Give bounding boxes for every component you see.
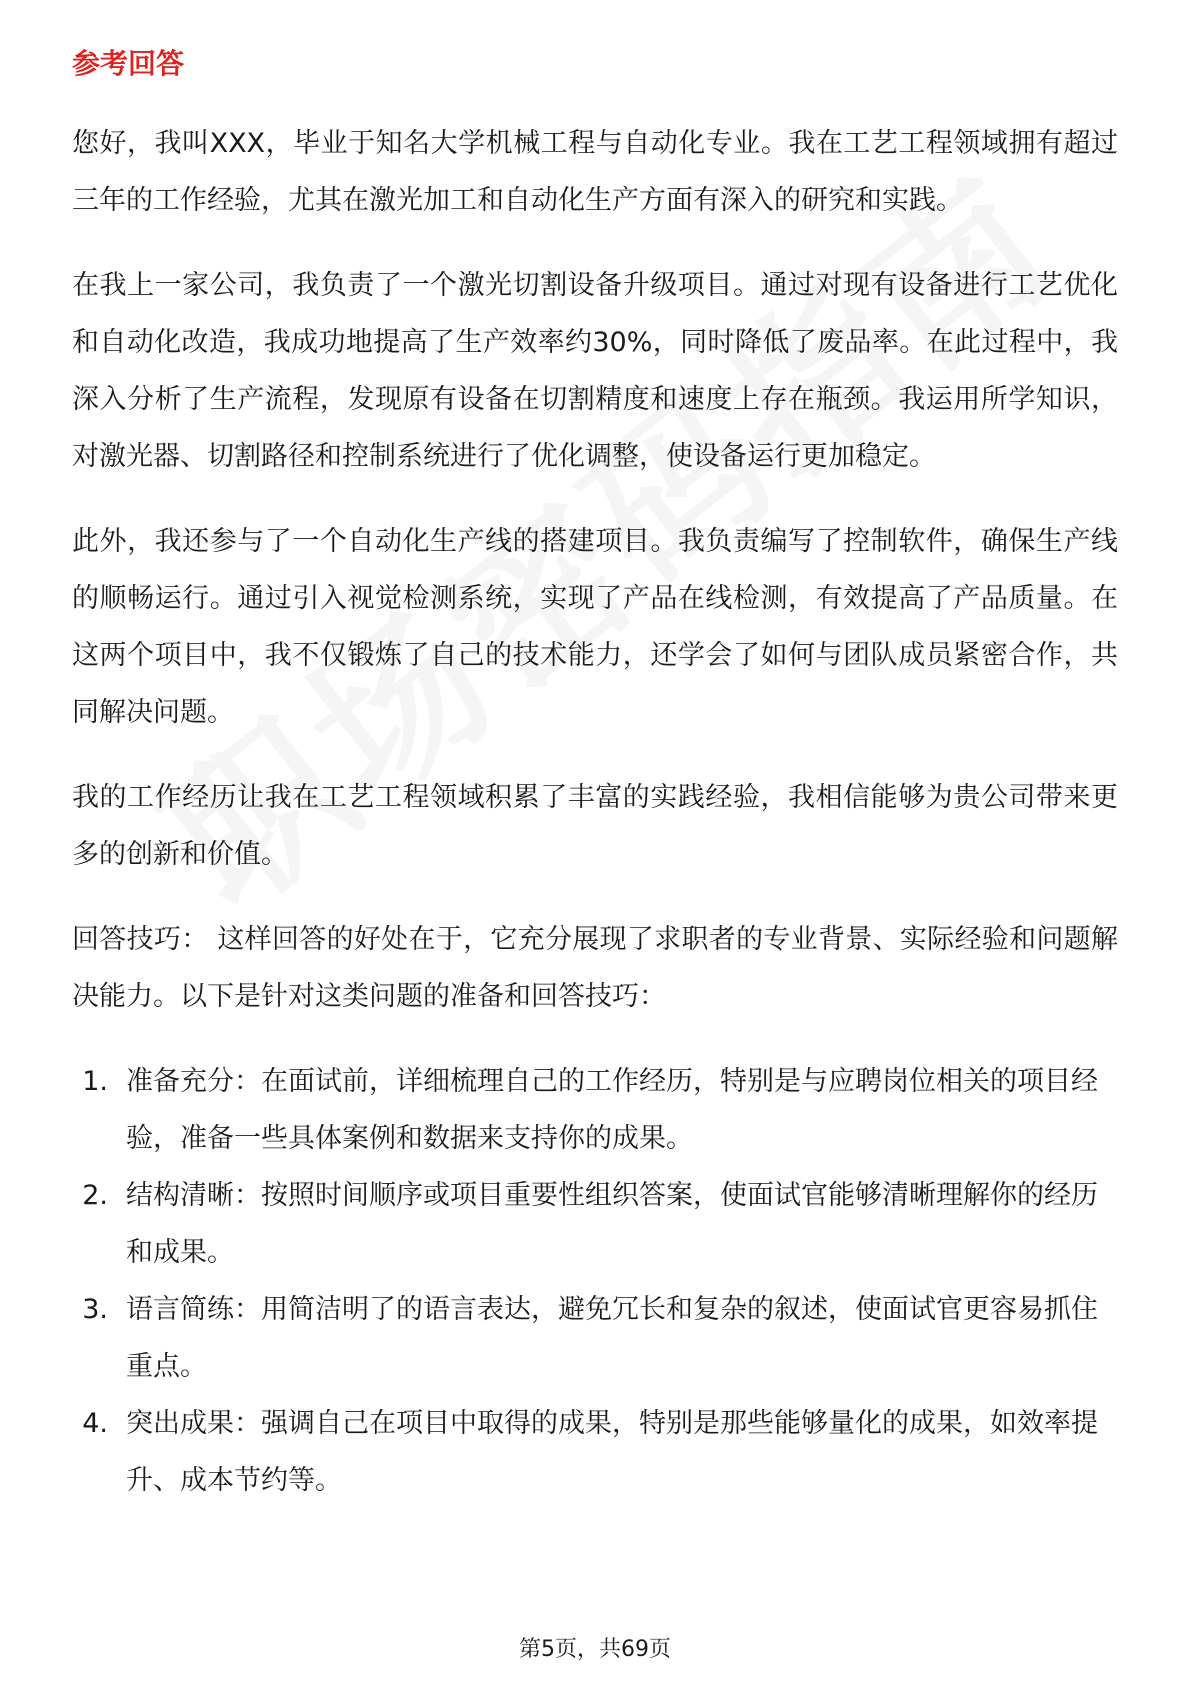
paragraph-answer-tips: 回答技巧： 这样回答的好处在于，它充分展现了求职者的专业背景、实际经验和问题解决能力。以下是针对这类问题的准备和回答技巧： <box>72 924 1118 1013</box>
page-footer: 第5页，共69页 <box>519 1637 671 1662</box>
tips-list <box>72 1053 1118 1509</box>
list-item <box>72 1395 1118 1509</box>
list-item-number: 3. <box>82 1294 108 1326</box>
section-title: 参考回答 <box>72 47 185 80</box>
list-item <box>72 1281 1118 1395</box>
paragraph-automation-project: 此外，我还参与了一个自动化生产线的搭建项目。我负责编写了控制软件，确保生产线的顺畅运行。通过引入视觉检测系统，实现了产品在线检测，有效提高了产品质量。在这两个项目中，我不仅锻炼了自己的技术能力，还学会了如何与团队成员紧密合作，共同解决问题。 <box>72 526 1118 729</box>
list-item <box>72 1053 1118 1167</box>
list-item <box>72 1167 1118 1281</box>
document-page <box>72 44 1118 1509</box>
list-item-number: 2. <box>82 1180 108 1212</box>
list-item-text: 突出成果：强调自己在项目中取得的成果，特别是那些能够量化的成果，如效率提升、成本节约等。 <box>126 1408 1098 1497</box>
paragraph-conclusion: 我的工作经历让我在工艺工程领域积累了丰富的实践经验，我相信能够为贵公司带来更多的创新和价值。 <box>72 782 1118 871</box>
paragraph-intro: 您好，我叫XXX，毕业于知名大学机械工程与自动化专业。我在工艺工程领域拥有超过三年的工作经验，尤其在激光加工和自动化生产方面有深入的研究和实践。 <box>72 128 1118 217</box>
list-item-number: 1. <box>82 1066 108 1098</box>
list-item-text: 准备充分：在面试前，详细梳理自己的工作经历，特别是与应聘岗位相关的项目经验，准备一些具体案例和数据来支持你的成果。 <box>126 1066 1098 1155</box>
list-item-text: 结构清晰：按照时间顺序或项目重要性组织答案，使面试官能够清晰理解你的经历和成果。 <box>126 1180 1098 1269</box>
list-item-number: 4. <box>82 1408 108 1440</box>
paragraph-laser-project: 在我上一家公司，我负责了一个激光切割设备升级项目。通过对现有设备进行工艺优化和自动化改造，我成功地提高了生产效率约30%，同时降低了废品率。在此过程中，我深入分析了生产流程，发现原有设备在切割精度和速度上存在瓶颈。我运用所学知识，对激光器、切割路径和控制系统进行了优化调整，使设备运行更加稳定。 <box>72 270 1118 473</box>
list-item-text: 语言简练：用简洁明了的语言表达，避免冗长和复杂的叙述，使面试官更容易抓住重点。 <box>126 1294 1098 1383</box>
